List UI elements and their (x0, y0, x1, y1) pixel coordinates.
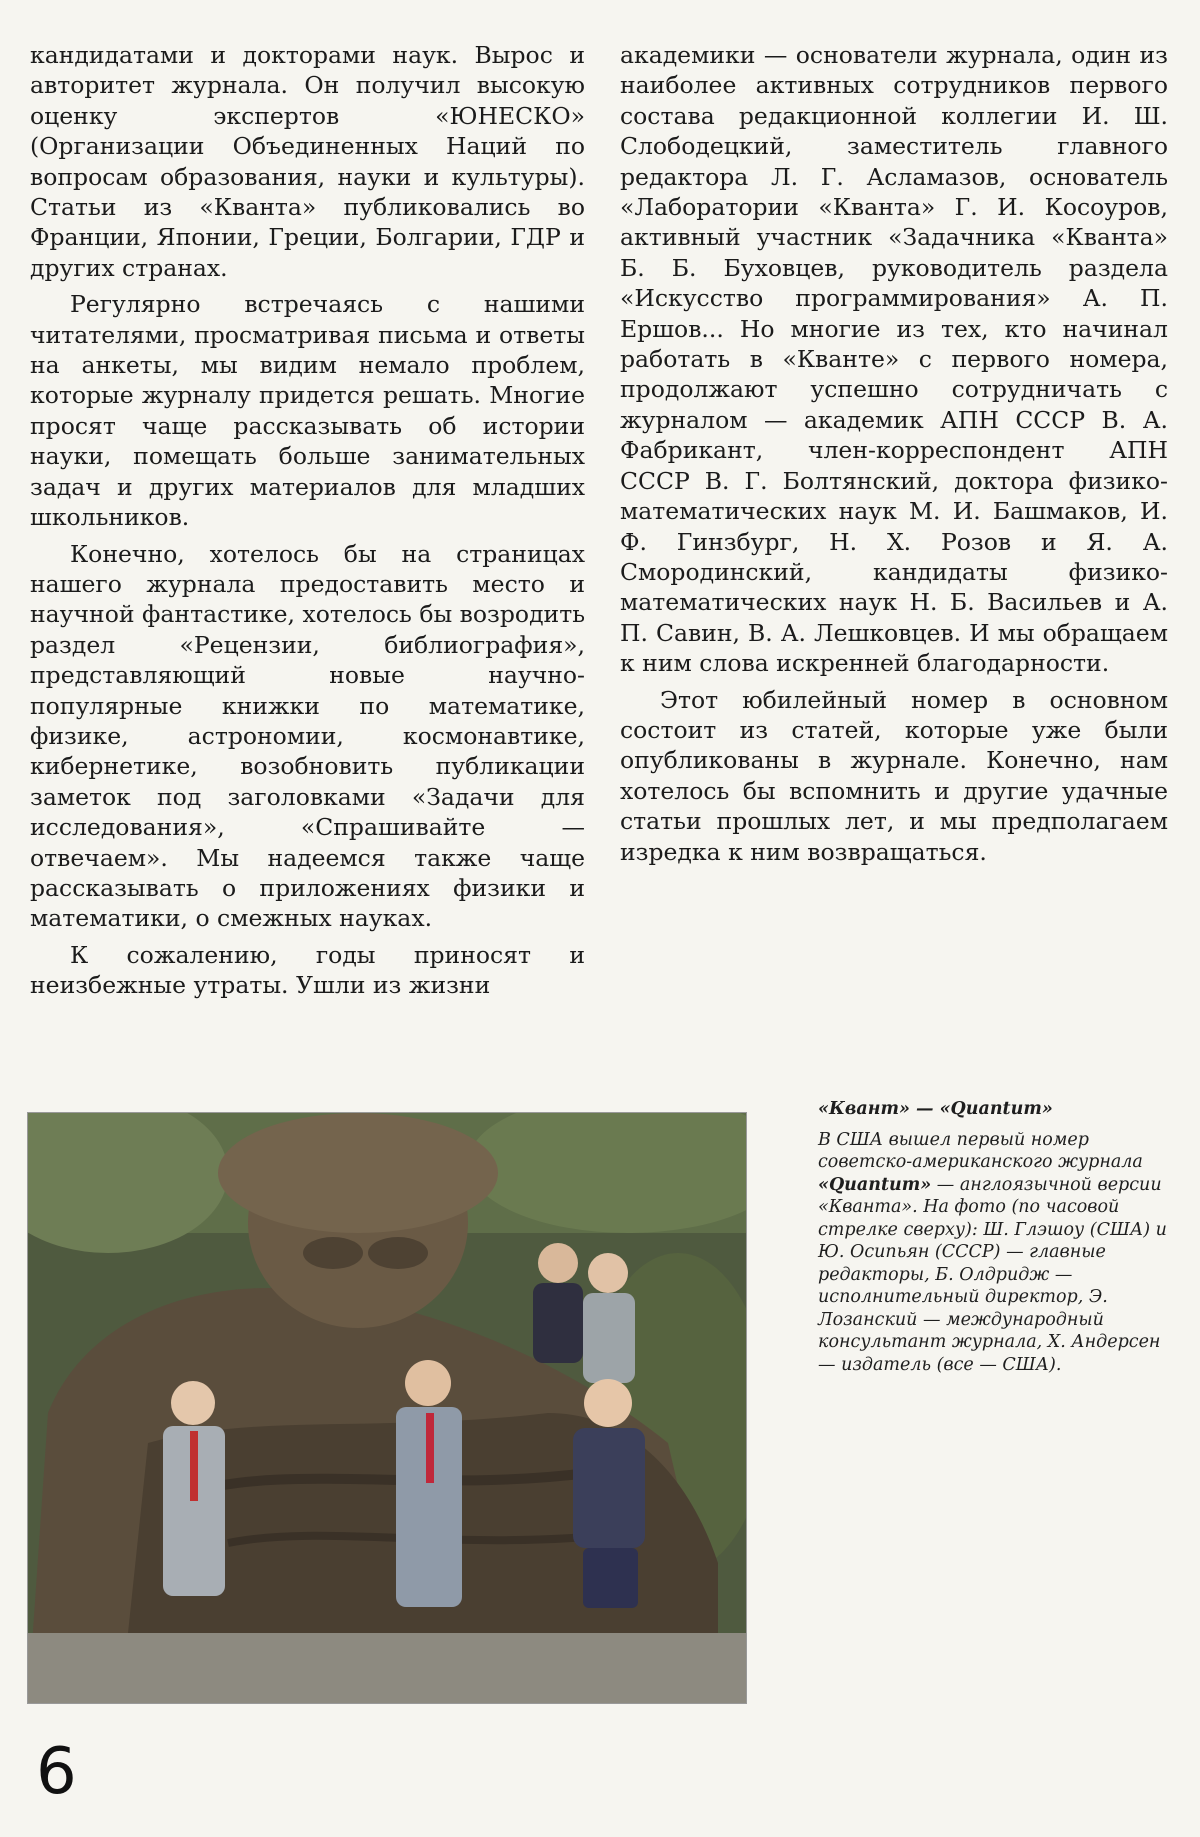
article-right-column (620, 40, 1168, 873)
paragraph: академики — основатели журнала, один из наиболее активных сотрудников первого состава редакционной коллегии И. Ш. Слободецкий, заместитель главного редактора Л. Г. Асламазов, основатель «Лаборатории «Кванта» Г. И. Косоуров, активный участник «Задачника «Кванта» Б. Б. Буховцев, руководитель раздела «Искусство программирования» А. П. Ершов... Но многие из тех, кто начинал работать в «Кванте» с первого номера, продолжают успешно сотрудничать с журналом — академик АПН СССР В. А. Фабрикант, член-корреспондент АПН СССР В. Г. Болтянский, доктора физико-математических наук М. И. Башмаков, И. Ф. Гинзбург, Н. Х. Розов и Я. А. Смородинский, кандидаты физико-математических наук Н. Б. Васильев и А. П. Савин, В. А. Лешковцев. И мы обращаем к ним слова искренней благодарности. (620, 41, 1168, 678)
caption-text: В США вышел первый номер советско-американского журнала (818, 1129, 1143, 1172)
article-left-column (30, 40, 585, 1007)
caption-heading: «Квант» — «Quantum» (818, 1099, 1053, 1119)
person-figure (583, 1253, 635, 1383)
paragraph: Конечно, хотелось бы на страницах нашего журнала предоставить место и научной фантастике, хотелось бы возродить раздел «Рецензии, библиография», представляющий новые научно-популярные книжки по математике, физике, астрономии, космонавтике, кибернетике, возобновить публикации заметок под заголовками «Задачи для исследования», «Спрашивайте — отвечаем». Мы надеемся также чаще рассказывать о приложениях физики и математики, о смежных науках. (30, 539, 585, 933)
paragraph: кандидатами и докторами наук. Вырос и авторитет журнала. Он получил высокую оценку экспертов «ЮНЕСКО» (Организации Объединенных Наций по вопросам образования, науки и культуры). Статьи из «Кванта» публиковались во Франции, Японии, Греции, Болгарии, ГДР и других странах. (30, 41, 585, 282)
paragraph: К сожалению, годы приносят и неизбежные утраты. Ушли из жизни (30, 940, 585, 1000)
page-number: 6 (36, 1735, 77, 1809)
paragraph: Этот юбилейный номер в основном состоит из статей, которые уже были опубликованы в журнале. Конечно, нам хотелось бы вспомнить и другие удачные статьи прошлых лет, и мы предполагаем изредка к ним возвращаться. (620, 685, 1168, 866)
person-figure (533, 1243, 583, 1363)
caption-bold-text: «Quantum» (818, 1174, 932, 1195)
caption-text: — англоязычной версии «Кванта». На фото (по часовой стрелке сверху): Ш. Глэшоу (США) и Ю. Осипьян (СССР) — главные редакторы, Б. Олдридж — исполнительный директор, Э. Лозанский — международный консультант журнала, Х. Андерсен — издатель (все — США). (818, 1174, 1167, 1375)
photo-caption (818, 1098, 1168, 1376)
photo-illustration (28, 1113, 746, 1703)
paragraph: Регулярно встречаясь с нашими читателями, просматривая письма и ответы на анкеты, мы видим немало проблем, которые журналу придется решать. Многие просят чаще рассказывать об истории науки, помещать больше занимательных задач и других материалов для младших школьников. (30, 290, 585, 532)
einstein-memorial-photo (27, 1112, 747, 1704)
caption-body (818, 1129, 1168, 1377)
